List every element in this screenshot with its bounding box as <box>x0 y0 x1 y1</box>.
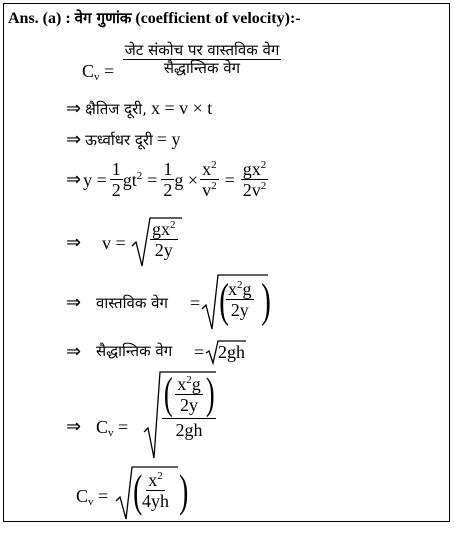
2gh-denominator: 2gh <box>162 418 216 439</box>
implies-arrow: ⇒ <box>66 232 82 253</box>
vertical-distance-expr: = y <box>156 129 181 149</box>
x-squared-exp: 2 <box>211 159 217 171</box>
equals-sign: = <box>224 169 235 190</box>
2y-denominator: 2y <box>154 240 173 260</box>
x-squared-base: x <box>177 373 187 394</box>
implies-arrow: ⇒ <box>66 129 82 150</box>
equation-theoretical-velocity <box>66 338 286 366</box>
equals-sign: = <box>147 169 158 190</box>
equals-sign: = <box>194 342 205 362</box>
horizontal-distance-expr: x = v × t <box>150 98 213 118</box>
answer-prefix: Ans. (a) : <box>8 10 71 27</box>
v-equals: v = <box>102 233 126 253</box>
equation-actual-velocity: ⇒ वास्तविक वेग = ( $\frac{x^2g}{2y}$ ) <box>66 274 326 332</box>
equation-v-solution <box>66 218 246 270</box>
gx-squared-base: gx <box>152 219 170 239</box>
definition-numerator: जेट संकोच पर वास्तविक वेग <box>124 41 280 59</box>
x-squared-base: x <box>148 470 158 490</box>
cv-symbol: C <box>82 61 95 82</box>
equation-vertical-distance <box>66 130 181 149</box>
g-times: g × <box>174 169 199 190</box>
frac-half-den: 2 <box>111 180 121 200</box>
gt-term: gt <box>122 169 137 190</box>
2gh-radicand: 2gh <box>218 342 245 362</box>
gx-squared-base: gx <box>242 159 261 179</box>
2y-denominator: 2y <box>180 394 198 415</box>
v-squared-exp: 2 <box>211 180 217 192</box>
gx-squared-exp: 2 <box>260 159 267 171</box>
x-squared-exp: 2 <box>237 279 243 291</box>
gt-exponent: 2 <box>136 169 143 182</box>
implies-arrow: ⇒ <box>66 98 82 119</box>
heading-english-term: (coefficient of velocity):- <box>135 10 301 27</box>
vertical-distance-label: ऊर्ध्वाधर दूरी <box>85 131 153 149</box>
gx-squared-exp: 2 <box>170 219 176 231</box>
theoretical-velocity-label: सैद्धान्तिक वेग <box>96 342 173 360</box>
4yh-denominator: 4yh <box>142 491 169 511</box>
v-squared-base: v <box>202 180 212 200</box>
x-squared-exp: 2 <box>186 373 192 386</box>
cv-symbol: C <box>76 486 89 506</box>
cv-subscript: v <box>94 71 100 84</box>
equation-y-expansion <box>66 160 268 199</box>
equals-sign: = <box>104 61 115 82</box>
implies-arrow: ⇒ <box>66 416 82 437</box>
frac-half-num-2: 1 <box>163 159 173 179</box>
cv-symbol: C <box>96 417 109 437</box>
answer-box <box>3 3 450 522</box>
g-factor: g <box>191 373 201 394</box>
2y-denominator: 2y <box>230 300 249 320</box>
2v-squared-base: 2v <box>242 180 261 200</box>
2v-squared-exp: 2 <box>260 180 267 192</box>
cv-subscript: v <box>108 427 114 439</box>
g-factor: g <box>242 279 252 299</box>
frac-half-den-2: 2 <box>163 180 173 200</box>
frac-half-num: 1 <box>111 159 121 179</box>
cv-subscript: v <box>88 496 94 508</box>
actual-velocity-label: वास्तविक वेग <box>96 294 168 312</box>
horizontal-distance-label: क्षैतिज दूरी, <box>85 100 147 118</box>
equals-sign: = <box>190 293 201 313</box>
definition-denominator: सैद्धान्तिक वेग <box>163 59 241 77</box>
x-squared-base: x <box>202 159 212 179</box>
x-squared-base: x <box>228 279 237 299</box>
equals-sign: = <box>118 417 129 437</box>
x-squared-exp: 2 <box>157 470 163 482</box>
equals-sign: = <box>98 486 109 506</box>
equation-cv-substitution: ⇒ $C_v$ = ( $\frac{x^2g}{2y}$ ) 2gh <box>66 370 266 462</box>
implies-arrow: ⇒ <box>66 341 82 362</box>
implies-arrow: ⇒ <box>66 168 82 190</box>
equation-cv-definition <box>82 41 281 84</box>
answer-heading <box>8 11 301 27</box>
equation-cv-final: $C_v$ = ( $\frac{x^2}{4yh}$ ) <box>76 465 236 523</box>
heading-hindi-term: वेग गुणांक <box>74 9 132 27</box>
equation-horizontal-distance <box>66 99 212 118</box>
implies-arrow: ⇒ <box>66 292 82 313</box>
y-equals: y = <box>83 169 107 190</box>
